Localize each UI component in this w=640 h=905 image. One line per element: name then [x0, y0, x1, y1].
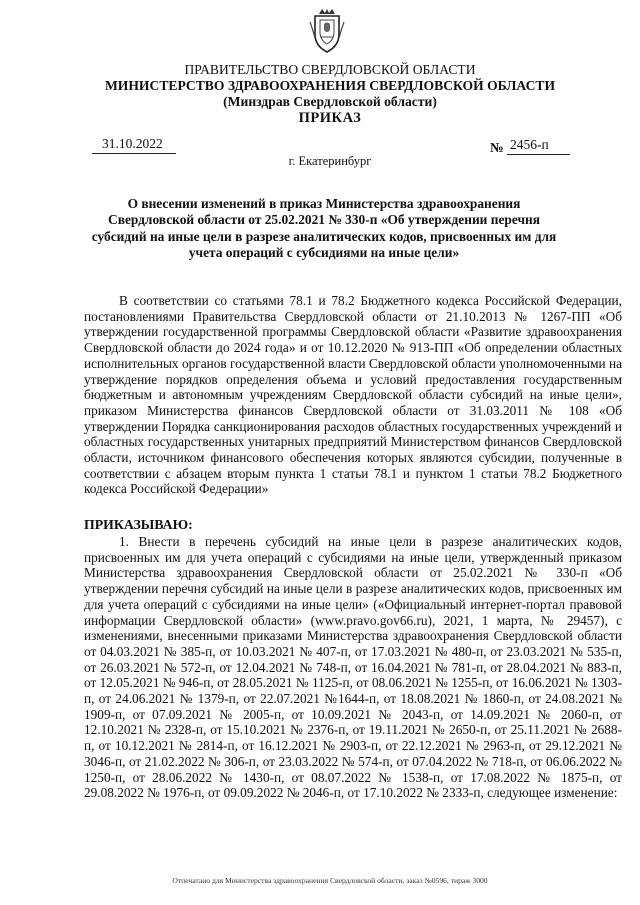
preamble-paragraph: В соответствии со статьями 78.1 и 78.2 Бюджетного кодекса Российской Федерации, постановлениями Правительства Свердловской области от 21.10.2013 № 1267-ПП «Об утверждении государственной программы Свердловской области «Развитие здравоохранения Свердловской области до 2024 года» и от 10.12.2020 № 913-ПП «Об определении областных исполнительных органов государственной власти Свердловской области уполномоченными на утверждение порядков определения объема и условий предоставления государственным бюджетным и автономным учреждениям Свердловской области субсидий на иные цели», приказом Министерства финансов Свердловской области от 31.03.2011 № 108 «Об утверждении Порядка санкционирования расходов областных государственных учреждений и областных государственных унитарных предприятий Министерством финансов Свердловской области, источником финансового обеспечения которых являются субсидии, полученные в соответствии с абзацем вторым пункта 1 статьи 78.1 и пунктом 1 статьи 78.2 Бюджетного кодекса Российской Федерации»: [84, 293, 622, 497]
sverdlovsk-coat-of-arms-icon: [308, 8, 346, 54]
document-number: 2456-п: [510, 137, 549, 152]
document-date: 31.10.2022: [102, 136, 163, 151]
city: г. Екатеринбург: [288, 154, 372, 168]
clause-1-paragraph: 1. Внести в перечень субсидий на иные цели в разрезе аналитических кодов, присвоенных им для учета операций с субсидиями на иные цели, утвержденный приказом Министерства здравоохранения Свердловской области от 25.02.2021 № 330-п «Об утверждении перечня субсидий на иные цели в разрезе аналитических кодов, присвоенных им для учета операций с субсидиями на иные цели» («Официальный интернет-портал правовой информации Свердловской области» (www.pravo.gov66.ru), 2021, 1 марта, № 29457), с изменениями, внесенными приказами Министерства здравоохранения Свердловской области от 04.03.2021 № 385-п, от 10.03.2021 № 407-п, от 17.03.2021 № 480-п, от 23.03.2021 № 535-п, от 26.03.2021 № 572-п, от 12.04.2021 № 748-п, от 16.04.2021 № 781-п, от 28.04.2021 № 883-п, от 12.05.2021 № 946-п, от 28.05.2021 № 1125-п, от 08.06.2021 № 1255-п, от 16.06.2021 № 1303-п, от 24.06.2021 № 1379-п, от 22.07.2021 №1644-п, от 18.08.2021 № 1860-п, от 24.08.2021 № 1909-п, от 07.09.2021 № 2005-п, от 10.09.2021 № 2043-п, от 14.09.2021 № 2060-п, от 12.10.2021 № 2328-п, от 15.10.2021 № 2376-п, от 19.11.2021 № 2650-п, от 25.11.2021 № 2688-п, от 10.12.2021 № 2814-п, от 16.12.2021 № 2903-п, от 22.12.2021 № 2963-п, от 29.12.2021 № 3046-п, от 21.02.2022 № 306-п, от 23.03.2022 № 574-п, от 07.04.2022 № 718-п, от 06.06.2022 № 1250-п, от 28.06.2022 № 1430-п, от 08.07.2022 № 1538-п, от 17.08.2022 № 1875-п, от 29.08.2022 № 1976-п, от 09.09.2022 № 2046-п, от 17.10.2022 № 2333-п, следующее изменение:: [84, 534, 622, 801]
date-underline: [92, 153, 176, 154]
ministry-name: МИНИСТЕРСТВО ЗДРАВООХРАНЕНИЯ СВЕРДЛОВСКОЙ ОБЛАСТИ: [104, 78, 556, 93]
document-title: О внесении изменений в приказ Министерства здравоохранения Свердловской области от 25.02.2021 № 330-п «Об утверждении перечня субсидий на иные цели в разрезе аналитических кодов, присвоенных им для учета операций с субсидиями на иные цели»: [91, 196, 557, 260]
number-sign: №: [490, 140, 504, 155]
ministry-short-name: (Минздрав Свердловской области): [223, 94, 437, 109]
number-underline: [507, 154, 570, 155]
doc-type: ПРИКАЗ: [298, 110, 362, 126]
print-footer: Отпечатано для Министерства здравоохранения Свердловской области, заказ №0596, тираж 3000: [172, 876, 488, 885]
government-name: ПРАВИТЕЛЬСТВО СВЕРДЛОВСКОЙ ОБЛАСТИ: [184, 62, 476, 77]
order-word: ПРИКАЗЫВАЮ:: [84, 517, 193, 532]
